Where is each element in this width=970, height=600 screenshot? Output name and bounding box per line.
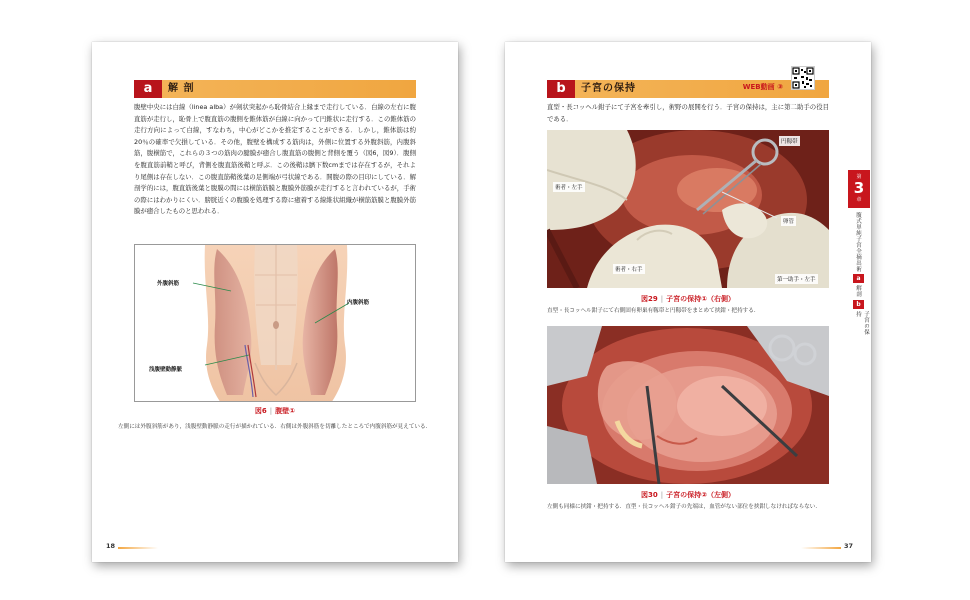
label-first-assistant-left-hand: 第一助手・左手 [775,274,818,284]
body-paragraph: 腹壁中央には白線（linea alba）が剣状突起から恥骨結合上縁まで走行している．白線の左右に腹直筋が走行し，恥骨上で腹直筋の腹側を錐体筋が白線に向かって円錐状に走行する．この錐体筋の走行方向によって白線，すなわち，中心がどこかを推定することができる．しかし，錐体筋は約20％の確率で欠損している．その他，腹壁を構成する筋肉は，外側に位置する外腹斜筋，内腹斜筋，腹横筋で，これらの３つの筋肉の腱膜が癒合し腹直筋の腹側と背側を覆う（図6，図9）．腹側を腹直筋前鞘と呼び，背側を腹直筋後鞘と呼ぶ．この後鞘は臍下数cmまでは存在するが，それより尾側は存在しない．この腹直筋鞘後葉の足側端が弓状線である．開腹の際の目印にしている．解剖学的には，腹直筋後葉と腹膜の間には横筋筋膜と腹膜外筋膜が走行すると言われているが，手術の際にはわかりにくい．膀胱近くの腹膜を処理する際に癒着する線維状組織が横筋筋膜と腹膜外筋膜が癒合したものと思われる． [134,103,416,216]
label-fallopian-tube: 卵管 [781,216,796,226]
figure-title: 子宮の保持②（左側） [666,491,736,499]
web-video-label[interactable]: WEB動画 ③ [742,83,783,91]
label-surgeon-right-hand: 術者・右手 [613,264,645,274]
footer-rule [118,547,158,549]
section-header-a [134,80,416,98]
anatomy-illustration [134,244,416,402]
tab-item-b-label[interactable]: 子宮の保持 [855,311,869,335]
page-number: 18 [106,542,116,550]
figure-caption-title: 図6 | 腹壁① [254,407,296,415]
chapter-suffix: 章 [856,197,862,203]
qr-code-icon[interactable] [791,66,815,90]
surgery-photo-fig30 [547,326,829,484]
figure29-caption-title: 図29 | 子宮の保持①（右側） [640,295,736,303]
right-page [505,42,871,562]
figure-title: 腹壁① [275,407,296,415]
tab-item-b-letter[interactable]: b [853,300,864,309]
section-title: 子宮の保持 [581,83,636,94]
left-page [92,42,458,562]
figure-number: 図6 [254,407,267,415]
label-round-ligament: 円靱帯 [779,136,800,146]
section-title: 解 剖 [168,83,195,94]
chapter-side-tab[interactable] [848,170,870,340]
abdomen-illustration [135,245,416,402]
label-superficial-epigastric: 浅腹壁動静脈 [149,367,183,373]
label-external-oblique: 外腹斜筋 [157,281,180,287]
figure-number: 図30 [640,491,658,499]
body-paragraph: 直型・長コッヘル鉗子にて子宮を牽引し，術野の展開を行う．子宮の保持は，主に第二助手の役目である． [547,103,829,123]
tab-item-a-label[interactable]: 解剖 [855,285,861,297]
surgery-photo-fig29 [547,130,829,288]
figure29-caption-text: 直型・長コッヘル鉗子にて右側固有卵巣有靱帯と円靱帯をまとめて挟鉗・把持する． [547,308,760,314]
tab-item-a-letter[interactable]: a [853,274,864,283]
page-number: 37 [843,542,853,550]
figure30-caption-title: 図30 | 子宮の保持②（左側） [640,491,736,499]
chapter-number: 3 [853,179,865,197]
footer-rule [801,547,841,549]
section-badge: b [547,80,575,98]
figure-caption-text: 左側には外腹斜筋があり，浅腹壁動静脈の走行が描かれている．右側は外腹斜筋を切離したところで内腹斜筋が見えている． [118,424,432,430]
label-surgeon-left-hand: 術者・左手 [553,182,585,192]
chapter-marker [848,170,870,208]
figure-number: 図29 [640,295,658,303]
section-header-b [547,80,829,98]
figure30-caption-text: 左側も同様に挟鉗・把持する．直型・長コッヘル鉗子の先端は，血管がない部位を挟鉗しなければならない． [547,504,821,510]
section-badge: a [134,80,162,98]
chapter-prefix: 第 [856,174,862,180]
figure-title: 子宮の保持①（右側） [666,295,736,303]
label-internal-oblique: 内腹斜筋 [347,300,370,306]
chapter-title: 腹式単純子宮全摘出術 [855,212,861,272]
